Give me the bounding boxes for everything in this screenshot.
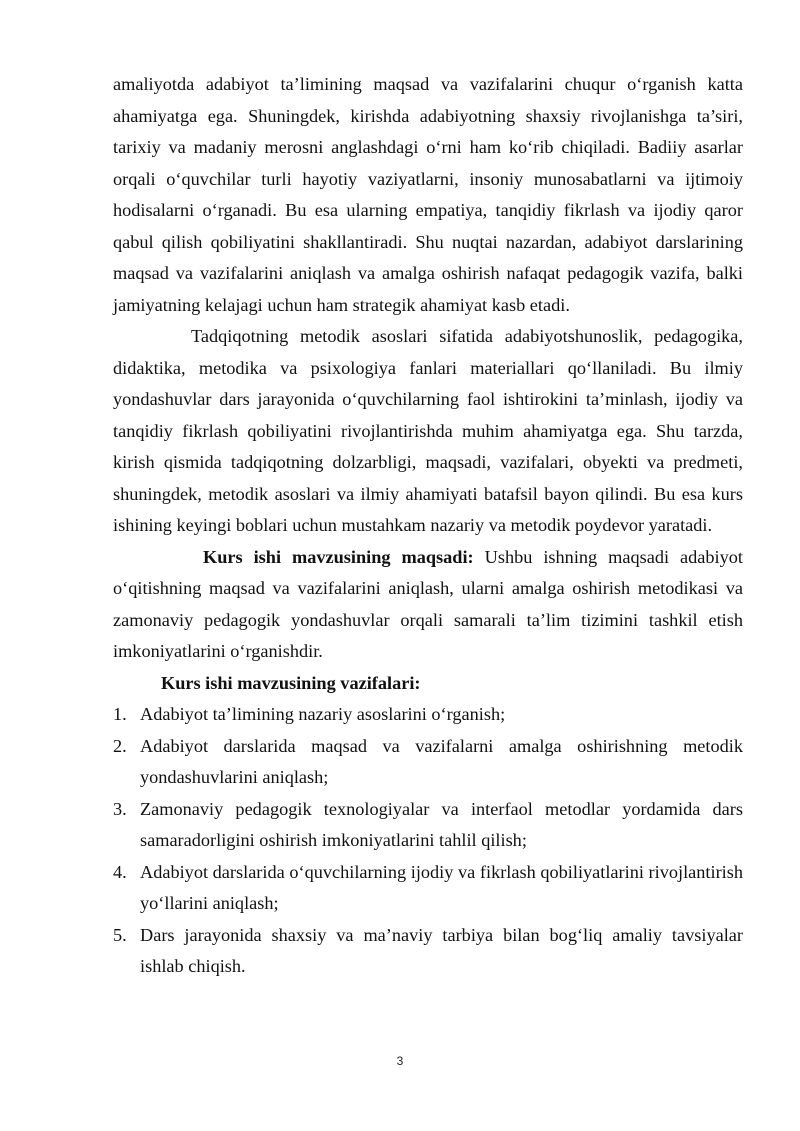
list-item-text: Adabiyot darslarida maqsad va vazifalarni amalga oshirishning metodik yondashuvlarini aniqlash; xyxy=(140,735,743,787)
list-item-number: 1. xyxy=(113,704,127,724)
page-content xyxy=(113,69,743,983)
tasks-heading: Kurs ishi mavzusining vazifalari: xyxy=(161,672,421,693)
tasks-list xyxy=(113,699,743,983)
goal-label: Kurs ishi mavzusining maqsadi: xyxy=(203,546,474,567)
list-item-text: Dars jarayonida shaxsiy va ma’naviy tarbiya bilan bog‘liq amaliy tavsiyalar ishlab chiqish. xyxy=(140,924,743,976)
goal-text: Ushbu ishning maqsadi adabiyot o‘qitishning maqsad va vazifalarini aniqlash, ularni amalga oshirish metodikasi va zamonaviy pedagogik yondashuvlar orqali samarali ta’lim tizimini tashkil etish imkoniyatlarini o‘rganishdir. xyxy=(113,546,743,661)
list-item xyxy=(113,731,743,794)
list-item-text: Adabiyot ta’limining nazariy asoslarini o‘rganish; xyxy=(140,704,506,724)
list-item xyxy=(113,920,743,983)
list-item-number: 2. xyxy=(113,735,127,756)
paragraph-goal xyxy=(113,542,743,668)
list-item-number: 4. xyxy=(113,861,127,882)
list-item-number: 5. xyxy=(113,924,127,945)
paragraph-methodology: Tadqiqotning metodik asoslari sifatida adabiyotshunoslik, pedagogika, didaktika, metodika va psixologiya fanlari materiallari qo‘llaniladi. Bu ilmiy yondashuvlar dars jarayonida o‘quvchilarning faol ishtirokini ta’minlash, ijodiy va tanqidiy fikrlash qobiliyatini rivojlantirishda muhim ahamiyatga ega. Shu tarzda, kirish qismida tadqiqotning dolzarbligi, maqsadi, vazifalari, obyekti va predmeti, shuningdek, metodik asoslari va ilmiy ahamiyati batafsil bayon qilindi. Bu esa kurs ishining keyingi boblari uchun mustahkam nazariy va metodik poydevor yaratadi. xyxy=(113,326,743,535)
list-item xyxy=(113,794,743,857)
paragraph-intro-continuation: amaliyotda adabiyot ta’limining maqsad va vazifalarini chuqur o‘rganish katta ahamiyatga ega. Shuningdek, kirishda adabiyotning shaxsiy rivojlanishga ta’siri, tarixiy va madaniy merosni anglashdagi o‘rni ham ko‘rib chiqiladi. Badiiy asarlar orqali o‘quvchilar turli hayotiy vaziyatlarni, insoniy munosabatlarni va ijtimoiy hodisalarni o‘rganadi. Bu esa ularning empatiya, tanqidiy fikrlash va ijodiy qaror qabul qilish qobiliyatini shakllantiradi. Shu nuqtai nazardan, adabiyot darslarining maqsad va vazifalarini aniqlash va amalga oshirish nafaqat pedagogik vazifa, balki jamiyatning kelajagi uchun ham strategik ahamiyat kasb etadi. xyxy=(113,74,743,315)
list-item xyxy=(113,857,743,920)
list-item-text: Zamonaviy pedagogik texnologiyalar va interfaol metodlar yordamida dars samaradorligini oshirish imkoniyatlarini tahlil qilish; xyxy=(140,798,743,850)
page-number: 3 xyxy=(396,1054,404,1068)
list-item-number: 3. xyxy=(113,798,127,819)
list-item-text: Adabiyot darslarida o‘quvchilarning ijodiy va fikrlash qobiliyatlarini rivojlantirish yo‘llarini aniqlash; xyxy=(140,861,743,913)
list-item xyxy=(113,699,743,731)
